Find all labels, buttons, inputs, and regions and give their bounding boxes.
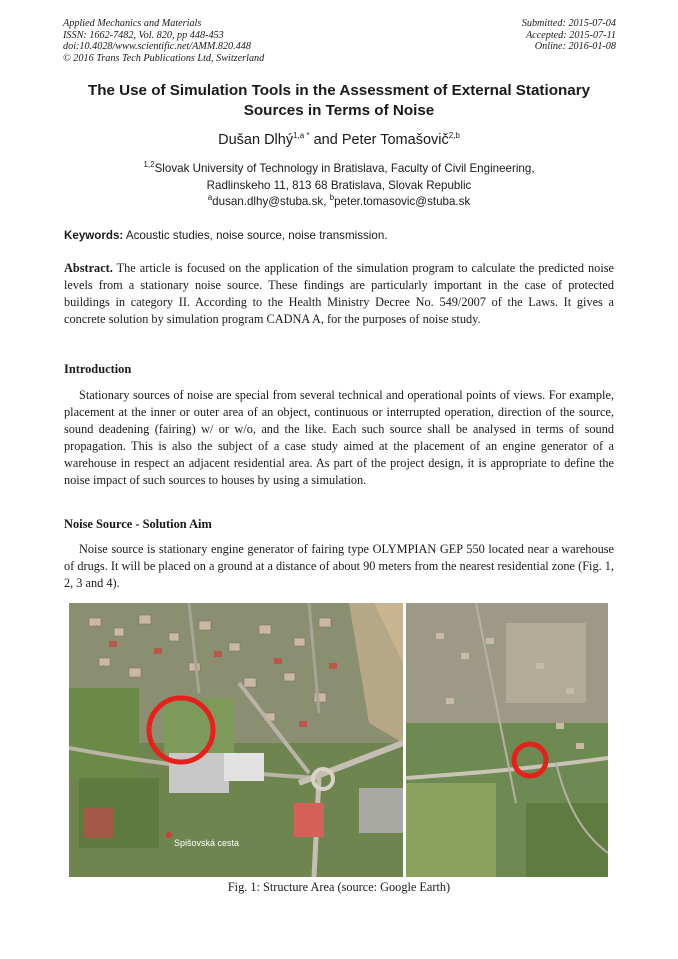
affiliation-line-1: Slovak University of Technology in Bratislava, Faculty of Civil Engineering, — [154, 161, 535, 175]
aim-text: Noise source is stationary engine generator of fairing type OLYMPIAN GEP 550 located near a warehouse of drugs. It will be placed on a ground at a distance of about 90 meters from the nearest residential zone (Fig. 1, 2, 3 and 4). — [64, 542, 614, 591]
date-meta — [522, 18, 616, 53]
aerial-map-overview — [406, 603, 608, 877]
author-2: Peter Tomašovič — [341, 131, 449, 148]
journal-meta — [63, 18, 264, 64]
online-date: Online: 2016-01-08 — [534, 41, 616, 53]
copyright: © 2016 Trans Tech Publications Ltd, Switzerland — [63, 52, 265, 64]
keywords — [64, 229, 614, 242]
author-list — [60, 131, 618, 148]
map-street-label: Spišovská cesta — [174, 838, 240, 848]
email-b-sup: b — [329, 193, 335, 202]
keywords-text: Acoustic studies, noise source, noise transmission. — [123, 229, 388, 242]
author-2-sup: 2,b — [448, 131, 460, 140]
paper-title — [60, 81, 618, 121]
keywords-label: Keywords: — [64, 229, 124, 242]
author-1-sup: 1,a * — [293, 131, 310, 140]
abstract — [64, 260, 614, 328]
email-a-sup: a — [207, 193, 213, 202]
email-b[interactable]: peter.tomasovic@stuba.sk — [334, 194, 471, 208]
affiliation — [60, 156, 618, 194]
affiliation-sup: 1,2 — [143, 160, 155, 169]
introduction-text: Stationary sources of noise are special from several technical and operational points of views. For example, placement at the inner or outer area of an object, continuous or interrupted operation, direction of the source, sound deadening (fairing) w/ or w/o, and the like. Each such source shall be analysed in terms of sound propagation. This is also the subject of a case study aimed at the placement of an engine generator of a warehouse in respect an adjacent residential area. As part of the project design, it is appropriate to define the noise impact of such sources to houses by using a simulation. — [64, 388, 614, 488]
abstract-label: Abstract. — [64, 261, 113, 275]
email-sep: , — [323, 194, 330, 208]
title-line-1: The Use of Simulation Tools in the Assessment of External Stationary — [87, 82, 591, 99]
aim-paragraph — [64, 541, 614, 592]
aerial-map-overview-image — [406, 603, 608, 877]
author-1: Dušan Dlhý — [218, 131, 294, 148]
email-list — [60, 193, 618, 208]
email-a[interactable]: dusan.dlhy@stuba.sk — [212, 194, 324, 208]
aim-heading: Noise Source - Solution Aim — [64, 517, 212, 531]
introduction-heading: Introduction — [64, 362, 132, 376]
aerial-map-closeup-image — [69, 603, 403, 877]
accepted-date: Accepted: 2015-07-11 — [525, 29, 616, 41]
abstract-text: The article is focused on the application of the simulation program to calculate the predicted noise levels from a stationary noise source. These findings are particularly important in the case of protected buildings in category II. According to the Health Ministry Decree No. 549/2007 of the Laws. It gives a concrete solution by simulation program CADNA A, for the purposes of noise study. — [64, 261, 614, 327]
title-line-2: Sources in Terms of Noise — [243, 102, 435, 119]
aerial-map-closeup — [69, 603, 403, 877]
author-conj: and — [309, 131, 342, 148]
figure-caption: Fig. 1: Structure Area (source: Google Earth) — [227, 880, 451, 894]
journal-name: Applied Mechanics and Materials — [63, 18, 202, 29]
introduction-paragraph — [64, 387, 614, 490]
issn: ISSN: 1662-7482, Vol. 820, pp 448-453 — [63, 29, 224, 41]
submitted-date: Submitted: 2015-07-04 — [521, 18, 616, 29]
doi: doi:10.4028/www.scientific.net/AMM.820.448 — [63, 41, 251, 53]
affiliation-line-2: Radlinskeho 11, 813 68 Bratislava, Slovak Republic — [206, 178, 472, 192]
